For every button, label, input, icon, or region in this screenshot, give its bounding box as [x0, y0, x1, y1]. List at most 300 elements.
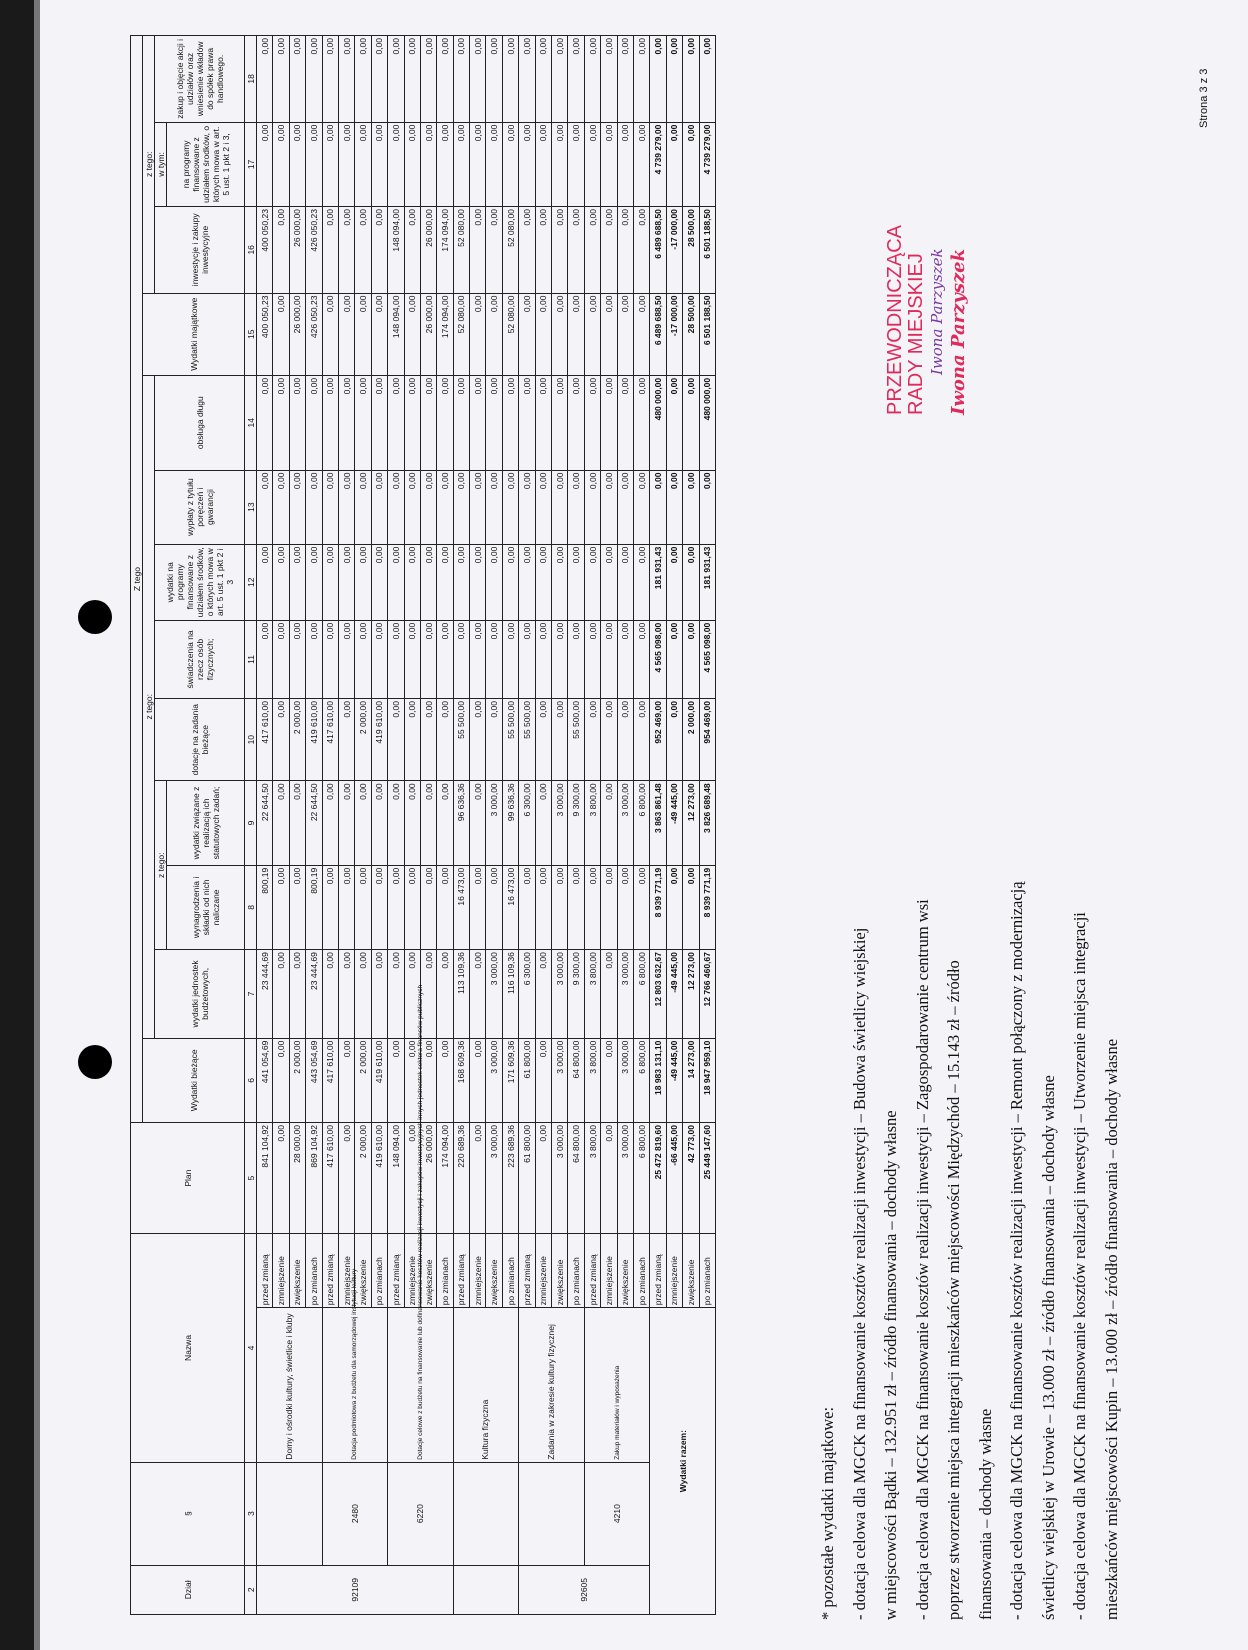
value-cell: 400 050,23: [257, 293, 273, 375]
wydatki-majatkowe-header: Wydatki majątkowe: [143, 293, 245, 375]
value-cell: 16 473,00: [502, 865, 518, 949]
value-cell: 0,00: [338, 544, 354, 620]
value-cell: 0,00: [633, 470, 649, 544]
value-cell: 4 739 279,00: [699, 122, 715, 206]
value-cell: 0,00: [306, 544, 322, 620]
nazwa-cell: Dotacja podmiotowa z budżetu dla samorządowej instytucji kultury: [322, 1308, 388, 1462]
value-cell: 0,00: [535, 950, 551, 1039]
value-cell: 0,00: [601, 375, 617, 470]
value-cell: 0,00: [388, 950, 404, 1039]
value-cell: 0,00: [338, 122, 354, 206]
value-cell: 0,00: [388, 375, 404, 470]
value-cell: 0,00: [584, 544, 600, 620]
value-cell: 0,00: [535, 1123, 551, 1234]
table-row: [322, 36, 338, 1615]
value-cell: 6 300,00: [519, 950, 535, 1039]
value-cell: 0,00: [437, 781, 453, 865]
plan-header: Plan: [131, 1123, 245, 1234]
value-cell: 0,00: [683, 470, 699, 544]
value-cell: 0,00: [437, 122, 453, 206]
value-cell: 0,00: [535, 36, 551, 123]
value-cell: 6 501 188,50: [699, 293, 715, 375]
value-cell: 3 000,00: [617, 1038, 633, 1122]
value-cell: 6 800,00: [633, 781, 649, 865]
value-cell: 3 000,00: [552, 1038, 568, 1122]
value-cell: 0,00: [371, 375, 387, 470]
value-cell: 0,00: [633, 207, 649, 293]
value-cell: 0,00: [519, 293, 535, 375]
value-cell: 0,00: [420, 699, 436, 781]
value-cell: 0,00: [404, 207, 420, 293]
value-cell: 0,00: [502, 375, 518, 470]
swiadczenia-header: świadczenia na rzecz osób fizycznych;: [155, 620, 245, 698]
value-cell: 0,00: [420, 950, 436, 1039]
change-type-cell: przed zmianą: [519, 1234, 535, 1308]
value-cell: 55 500,00: [568, 699, 584, 781]
value-cell: 0,00: [404, 375, 420, 470]
change-type-cell: zmniejszenie: [535, 1234, 551, 1308]
value-cell: 0,00: [322, 950, 338, 1039]
value-cell: 0,00: [322, 375, 338, 470]
value-cell: 181 931,43: [650, 544, 666, 620]
value-cell: 0,00: [601, 544, 617, 620]
value-cell: 168 609,36: [453, 1038, 469, 1122]
value-cell: 3 826 689,48: [699, 781, 715, 865]
value-cell: 419 610,00: [306, 699, 322, 781]
dzial-cell: 92109: [257, 1565, 454, 1614]
value-cell: 0,00: [519, 36, 535, 123]
value-cell: 0,00: [388, 699, 404, 781]
value-cell: 0,00: [633, 544, 649, 620]
value-cell: 220 689,36: [453, 1123, 469, 1234]
value-cell: 0,00: [437, 544, 453, 620]
value-cell: 3 000,00: [617, 950, 633, 1039]
table-row: [650, 36, 666, 1615]
value-cell: 0,00: [404, 122, 420, 206]
z-tego-main-header: Z tego: [131, 36, 143, 1123]
nazwa-cell: Zakup materiałów i wyposażenia: [584, 1308, 650, 1462]
value-cell: 0,00: [666, 375, 682, 470]
value-cell: 0,00: [420, 36, 436, 123]
value-cell: 0,00: [273, 122, 289, 206]
value-cell: 55 500,00: [453, 699, 469, 781]
value-cell: 0,00: [470, 781, 486, 865]
value-cell: 0,00: [601, 207, 617, 293]
value-cell: 0,00: [338, 1038, 354, 1122]
value-cell: 480 000,00: [650, 375, 666, 470]
value-cell: 0,00: [338, 950, 354, 1039]
value-cell: 14 273,00: [683, 1038, 699, 1122]
change-type-cell: przed zmianą: [388, 1234, 404, 1308]
value-cell: 0,00: [322, 36, 338, 123]
change-type-cell: zmniejszenie: [338, 1234, 354, 1308]
value-cell: 3 000,00: [486, 781, 502, 865]
value-cell: 0,00: [633, 122, 649, 206]
value-cell: 0,00: [486, 544, 502, 620]
change-type-cell: zwiększenie: [683, 1234, 699, 1308]
value-cell: 0,00: [322, 865, 338, 949]
nazwa-cell: Dotacje celowe z budżetu na finansowanie lub dofinansowanie kosztów realizacji inwestycji i zakupów inwestycyjnych innych jednostek sektora finansów publicznych: [388, 1308, 454, 1462]
value-cell: 0,00: [371, 36, 387, 123]
value-cell: 0,00: [338, 375, 354, 470]
value-cell: 0,00: [338, 699, 354, 781]
value-cell: 0,00: [420, 620, 436, 698]
value-cell: 0,00: [371, 950, 387, 1039]
note-line: mieszkańców miejscowości Kupin – 13.000 zł – źródło finansowania – dochody własne: [1101, 1038, 1121, 1620]
table-row: [584, 36, 600, 1615]
value-cell: 0,00: [650, 36, 666, 123]
change-type-cell: po zmianach: [699, 1234, 715, 1308]
value-cell: 0,00: [371, 470, 387, 544]
change-type-cell: po zmianach: [633, 1234, 649, 1308]
value-cell: 0,00: [273, 781, 289, 865]
value-cell: 0,00: [552, 620, 568, 698]
value-cell: 0,00: [404, 293, 420, 375]
value-cell: 0,00: [289, 950, 305, 1039]
paragraf-cell: 6220: [388, 1462, 454, 1565]
value-cell: 174 094,00: [437, 293, 453, 375]
value-cell: 0,00: [502, 122, 518, 206]
value-cell: 0,00: [617, 699, 633, 781]
value-cell: 0,00: [338, 865, 354, 949]
value-cell: 0,00: [420, 375, 436, 470]
value-cell: 0,00: [699, 470, 715, 544]
value-cell: 28 000,00: [289, 1123, 305, 1234]
value-cell: 0,00: [371, 620, 387, 698]
value-cell: 0,00: [633, 699, 649, 781]
value-cell: 0,00: [535, 122, 551, 206]
table-row: [388, 36, 404, 1615]
value-cell: 0,00: [437, 36, 453, 123]
value-cell: 0,00: [552, 699, 568, 781]
value-cell: 0,00: [552, 36, 568, 123]
value-cell: 116 109,36: [502, 950, 518, 1039]
value-cell: 0,00: [289, 122, 305, 206]
value-cell: 0,00: [338, 36, 354, 123]
value-cell: 18 947 959,10: [699, 1038, 715, 1122]
value-cell: 0,00: [552, 293, 568, 375]
value-cell: 0,00: [535, 620, 551, 698]
value-cell: 0,00: [355, 293, 371, 375]
value-cell: 0,00: [584, 122, 600, 206]
value-cell: 12 803 632,67: [650, 950, 666, 1039]
value-cell: 0,00: [502, 544, 518, 620]
value-cell: 0,00: [666, 470, 682, 544]
value-cell: 0,00: [338, 207, 354, 293]
value-cell: 0,00: [371, 544, 387, 620]
value-cell: 0,00: [273, 293, 289, 375]
value-cell: 8 939 771,19: [650, 865, 666, 949]
value-cell: 0,00: [404, 699, 420, 781]
value-cell: 0,00: [601, 36, 617, 123]
value-cell: 0,00: [584, 375, 600, 470]
value-cell: 0,00: [617, 293, 633, 375]
value-cell: 426 050,23: [306, 293, 322, 375]
value-cell: 0,00: [322, 122, 338, 206]
value-cell: 0,00: [388, 122, 404, 206]
value-cell: 0,00: [273, 544, 289, 620]
change-type-cell: przed zmianą: [257, 1234, 273, 1308]
dotacje-header: dotacje na zadania bieżące: [155, 699, 245, 781]
value-cell: 0,00: [601, 865, 617, 949]
paragraf-cell: [257, 1462, 323, 1565]
value-cell: 3 000,00: [552, 781, 568, 865]
value-cell: 0,00: [666, 620, 682, 698]
wydatki-biezace-header: Wydatki bieżące: [143, 1038, 245, 1122]
value-cell: 0,00: [470, 620, 486, 698]
value-cell: 0,00: [584, 293, 600, 375]
value-cell: 0,00: [519, 544, 535, 620]
value-cell: 0,00: [584, 470, 600, 544]
value-cell: 3 000,00: [486, 950, 502, 1039]
paragraf-header: §: [131, 1462, 245, 1565]
value-cell: 0,00: [617, 470, 633, 544]
change-type-cell: zmniejszenie: [273, 1234, 289, 1308]
value-cell: 0,00: [306, 122, 322, 206]
value-cell: 23 444,69: [257, 950, 273, 1039]
change-type-cell: zwiększenie: [420, 1234, 436, 1308]
value-cell: 0,00: [338, 470, 354, 544]
budget-table: [130, 35, 716, 1615]
value-cell: 4 565 098,00: [650, 620, 666, 698]
value-cell: 0,00: [633, 375, 649, 470]
value-cell: 0,00: [601, 122, 617, 206]
value-cell: 2 000,00: [355, 1038, 371, 1122]
value-cell: 0,00: [486, 620, 502, 698]
value-cell: 2 000,00: [289, 1038, 305, 1122]
value-cell: 6 800,00: [633, 1123, 649, 1234]
value-cell: 3 000,00: [486, 1038, 502, 1122]
value-cell: 841 104,92: [257, 1123, 273, 1234]
change-type-cell: przed zmianą: [650, 1234, 666, 1308]
value-cell: -66 445,00: [666, 1123, 682, 1234]
value-cell: 0,00: [355, 36, 371, 123]
value-cell: 0,00: [388, 781, 404, 865]
value-cell: 0,00: [420, 544, 436, 620]
punch-hole: [78, 1045, 112, 1079]
note-line: świetlicy wiejskiej w Urowie – 13.000 zł – źródło finansowania – dochody własne: [1038, 1075, 1058, 1620]
value-cell: 0,00: [338, 293, 354, 375]
note-line: * pozostałe wydatki majątkowe:: [818, 1406, 837, 1620]
nazwa-header: Nazwa: [131, 1234, 245, 1463]
paragraf-cell: 2480: [322, 1462, 388, 1565]
value-cell: 0,00: [273, 1123, 289, 1234]
wydatki-jednostek-header: wydatki jednostek budżetowych,: [155, 950, 245, 1039]
dzial-header: Dział: [131, 1565, 245, 1614]
value-cell: 0,00: [666, 865, 682, 949]
value-cell: 0,00: [289, 781, 305, 865]
value-cell: 0,00: [617, 207, 633, 293]
value-cell: 0,00: [584, 207, 600, 293]
value-cell: 0,00: [617, 122, 633, 206]
value-cell: 0,00: [322, 470, 338, 544]
value-cell: 0,00: [322, 544, 338, 620]
note-line: - dotacja celowa dla MGCK na finansowanie kosztów realizacji inwestycji – Utworzenie miejsca integracji: [1070, 912, 1089, 1620]
value-cell: 0,00: [273, 470, 289, 544]
value-cell: 0,00: [519, 375, 535, 470]
change-type-cell: zmniejszenie: [404, 1234, 420, 1308]
value-cell: 0,00: [470, 1038, 486, 1122]
value-cell: 18 983 131,10: [650, 1038, 666, 1122]
change-type-cell: po zmianach: [437, 1234, 453, 1308]
value-cell: 52 080,00: [453, 293, 469, 375]
handwritten-signature: Iwona Parzyszek: [928, 248, 946, 375]
value-cell: 181 931,43: [699, 544, 715, 620]
value-cell: 0,00: [568, 36, 584, 123]
value-cell: 0,00: [355, 375, 371, 470]
value-cell: 0,00: [273, 699, 289, 781]
value-cell: 0,00: [535, 375, 551, 470]
value-cell: 0,00: [519, 207, 535, 293]
value-cell: 0,00: [535, 470, 551, 544]
value-cell: 0,00: [486, 375, 502, 470]
value-cell: 0,00: [355, 620, 371, 698]
value-cell: 52 080,00: [453, 207, 469, 293]
paragraf-cell: 4210: [584, 1462, 650, 1565]
value-cell: 0,00: [257, 122, 273, 206]
programy-inv-header: na programy finansowane z udziałem środków, o których mowa w art. 5 ust. 1 pkt 2 i 3,: [167, 122, 245, 206]
value-cell: 0,00: [322, 620, 338, 698]
value-cell: 0,00: [371, 122, 387, 206]
value-cell: 2 000,00: [683, 699, 699, 781]
value-cell: 0,00: [519, 865, 535, 949]
value-cell: 0,00: [519, 470, 535, 544]
value-cell: 148 094,00: [388, 1123, 404, 1234]
value-cell: 0,00: [257, 36, 273, 123]
value-cell: 419 610,00: [371, 699, 387, 781]
change-type-cell: zmniejszenie: [601, 1234, 617, 1308]
value-cell: 64 800,00: [568, 1123, 584, 1234]
value-cell: 0,00: [289, 620, 305, 698]
value-cell: 61 800,00: [519, 1123, 535, 1234]
value-cell: 0,00: [666, 544, 682, 620]
value-cell: 0,00: [404, 544, 420, 620]
value-cell: 0,00: [699, 36, 715, 123]
value-cell: 954 469,00: [699, 699, 715, 781]
value-cell: 0,00: [273, 36, 289, 123]
value-cell: -49 445,00: [666, 781, 682, 865]
value-cell: 0,00: [437, 620, 453, 698]
wydatki-zwiazane-header: wydatki związane z realizacją ich statutowych zadań;: [167, 781, 245, 865]
value-cell: 3 000,00: [552, 950, 568, 1039]
value-cell: 0,00: [470, 293, 486, 375]
value-cell: 0,00: [273, 950, 289, 1039]
change-type-cell: zwiększenie: [355, 1234, 371, 1308]
value-cell: 55 500,00: [502, 699, 518, 781]
w-tym-header: w tym:: [155, 122, 167, 206]
value-cell: 0,00: [388, 544, 404, 620]
table-row: [519, 36, 535, 1615]
stamp-line-1: PRZEWODNICZĄCA: [884, 225, 906, 415]
change-type-cell: zwiększenie: [486, 1234, 502, 1308]
value-cell: 0,00: [535, 544, 551, 620]
value-cell: 0,00: [404, 781, 420, 865]
value-cell: 0,00: [322, 293, 338, 375]
value-cell: 0,00: [404, 620, 420, 698]
value-cell: 0,00: [388, 620, 404, 698]
value-cell: 0,00: [388, 865, 404, 949]
value-cell: -17 000,00: [666, 293, 682, 375]
value-cell: -49 445,00: [666, 950, 682, 1039]
value-cell: 800,19: [257, 865, 273, 949]
value-cell: 25 449 147,60: [699, 1123, 715, 1234]
council-chair-stamp: [885, 175, 969, 415]
value-cell: 9 300,00: [568, 781, 584, 865]
value-cell: 0,00: [257, 375, 273, 470]
value-cell: 0,00: [338, 781, 354, 865]
punch-hole: [78, 600, 112, 634]
value-cell: 0,00: [568, 122, 584, 206]
value-cell: 0,00: [257, 544, 273, 620]
value-cell: 64 800,00: [568, 1038, 584, 1122]
value-cell: 0,00: [683, 620, 699, 698]
value-cell: 0,00: [502, 470, 518, 544]
value-cell: 417 610,00: [322, 699, 338, 781]
value-cell: 99 636,36: [502, 781, 518, 865]
value-cell: 0,00: [306, 470, 322, 544]
value-cell: 0,00: [437, 470, 453, 544]
change-type-cell: przed zmianą: [322, 1234, 338, 1308]
value-cell: 0,00: [683, 36, 699, 123]
value-cell: 26 000,00: [289, 207, 305, 293]
value-cell: 0,00: [519, 122, 535, 206]
value-cell: 12 273,00: [683, 950, 699, 1039]
value-cell: 419 610,00: [371, 1123, 387, 1234]
note-line: - dotacja celowa dla MGCK na finansowanie kosztów realizacji inwestycji – Zagospodarowanie centrum wsi: [912, 899, 932, 1620]
change-type-cell: zmniejszenie: [470, 1234, 486, 1308]
value-cell: 3 863 861,48: [650, 781, 666, 865]
value-cell: 0,00: [306, 36, 322, 123]
value-cell: 0,00: [273, 375, 289, 470]
value-cell: 0,00: [420, 470, 436, 544]
value-cell: 0,00: [388, 1038, 404, 1122]
value-cell: 0,00: [470, 699, 486, 781]
value-cell: 0,00: [355, 544, 371, 620]
value-cell: 0,00: [437, 375, 453, 470]
value-cell: 0,00: [470, 865, 486, 949]
value-cell: 0,00: [273, 1038, 289, 1122]
value-cell: 0,00: [404, 36, 420, 123]
value-cell: 0,00: [273, 207, 289, 293]
paragraf-cell: [519, 1462, 585, 1565]
value-cell: 0,00: [486, 865, 502, 949]
value-cell: 0,00: [322, 207, 338, 293]
value-cell: 0,00: [568, 207, 584, 293]
nazwa-cell: Kultura fizyczna: [453, 1308, 519, 1462]
value-cell: 174 094,00: [437, 1123, 453, 1234]
value-cell: 0,00: [470, 122, 486, 206]
value-cell: 25 472 819,60: [650, 1123, 666, 1234]
value-cell: 8 939 771,19: [699, 865, 715, 949]
value-cell: 0,00: [453, 544, 469, 620]
value-cell: 3 800,00: [584, 950, 600, 1039]
value-cell: 0,00: [683, 375, 699, 470]
value-cell: 26 000,00: [420, 293, 436, 375]
value-cell: 0,00: [535, 1038, 551, 1122]
value-cell: 0,00: [601, 1123, 617, 1234]
value-cell: 4 565 098,00: [699, 620, 715, 698]
note-line: finansowania – dochody własne: [975, 1408, 995, 1620]
value-cell: 0,00: [683, 865, 699, 949]
z-tego-sub2-header: z tego:: [155, 781, 167, 950]
change-type-cell: zwiększenie: [289, 1234, 305, 1308]
z-tego-sub-header: z tego:: [143, 375, 155, 1038]
value-cell: 2 000,00: [355, 1123, 371, 1234]
value-cell: 0,00: [453, 375, 469, 470]
scan-edge-shadow: [34, 0, 40, 1650]
value-cell: 0,00: [617, 620, 633, 698]
value-cell: 0,00: [633, 620, 649, 698]
